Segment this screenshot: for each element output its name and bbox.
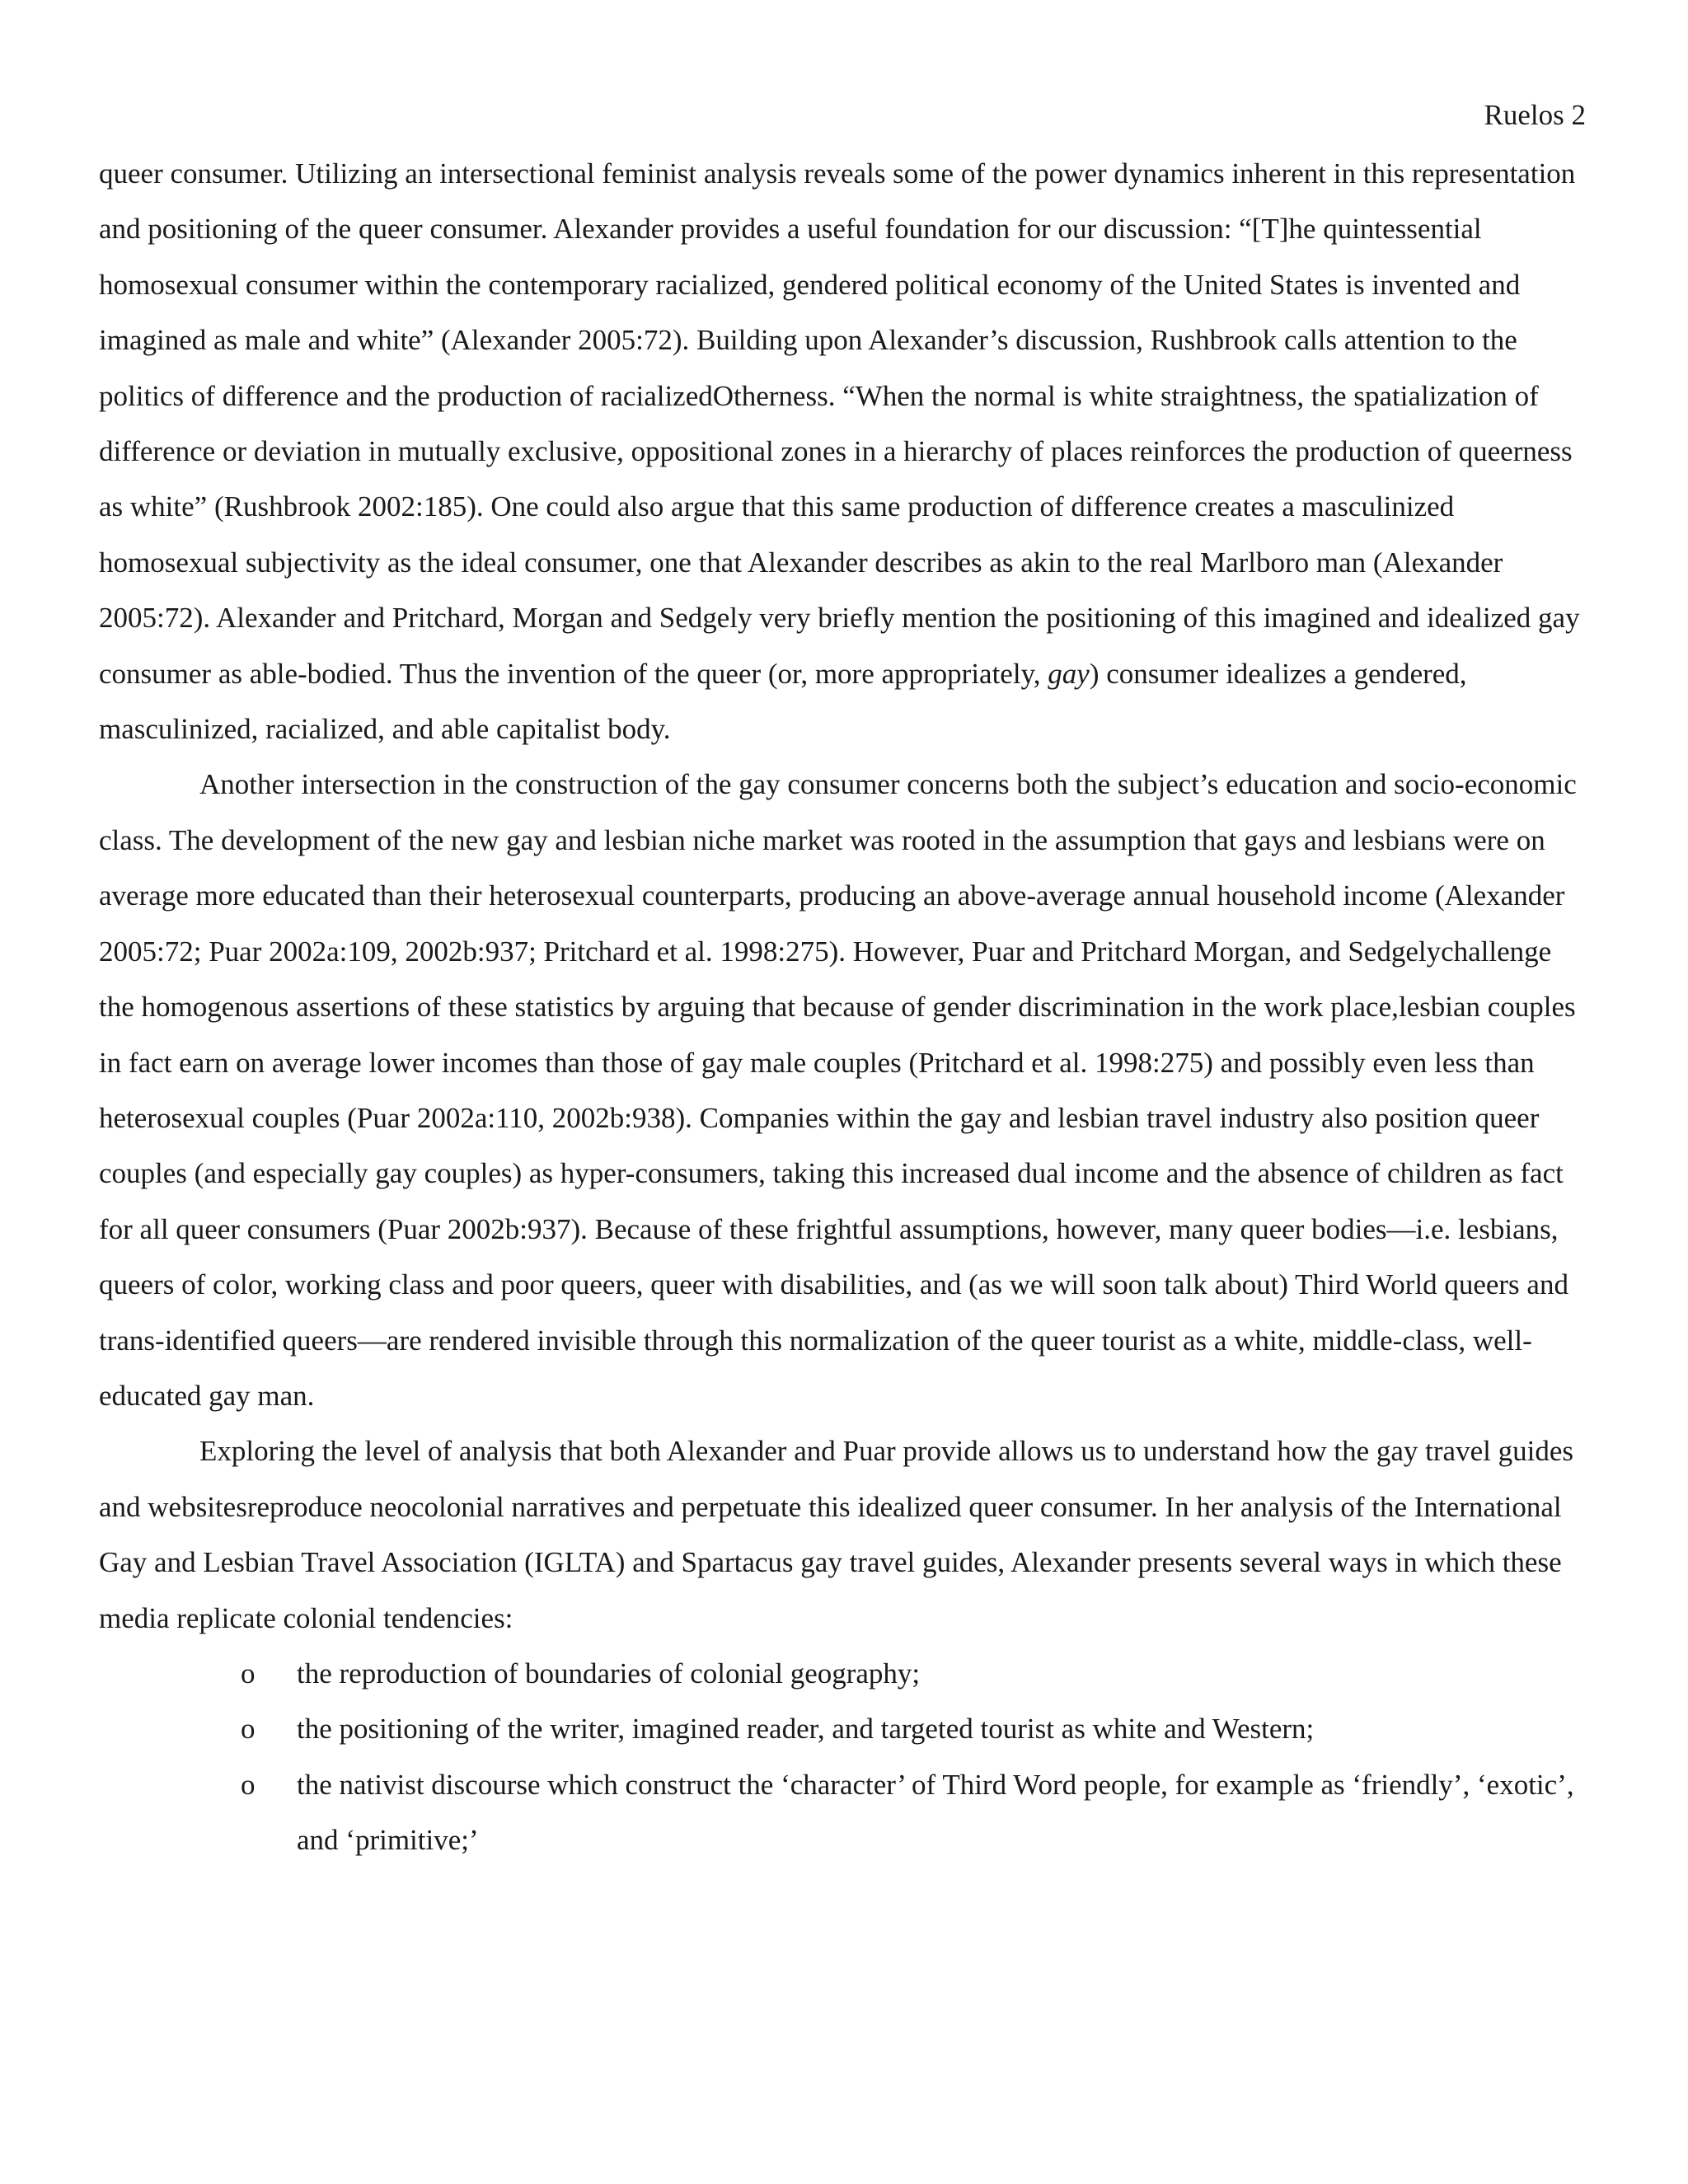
list-item-text: the positioning of the writer, imagined reader, and targeted tourist as white and Western; (297, 1713, 1315, 1746)
bullet-list (99, 1646, 1591, 1868)
list-item (241, 1701, 1591, 1756)
list-item (241, 1757, 1591, 1868)
list-item (241, 1646, 1591, 1701)
list-item-text: the reproduction of boundaries of colonial geography; (297, 1657, 921, 1690)
paragraph-2: Another intersection in the construction of the gay consumer concerns both the subject’s education and socio-economic class. The development of the new gay and lesbian niche market was rooted in the assumption that gays and lesbians were on average more educated than their heterosexual counterparts, producing an above-average annual household income (Alexander 2005:72; Puar 2002a:109, 2002b:937; Pritchard et al. 1998:275). However, Puar and Pritchard Morgan, and Sedgelychallenge the homogenous assertions of these statistics by arguing that because of gender discrimination in the work place,lesbian couples in fact earn on average lower incomes than those of gay male couples (Pritchard et al. 1998:275) and possibly even less than heterosexual couples (Puar 2002a:110, 2002b:938). Companies within the gay and lesbian travel industry also position queer couples (and especially gay couples) as hyper-consumers, taking this increased dual income and the absence of children as fact for all queer consumers (Puar 2002b:937). Because of these frightful assumptions, however, many queer bodies—i.e. lesbians, queers of color, working class and poor queers, queer with disabilities, and (as we will soon talk about) Third World queers and trans-identified queers—are rendered invisible through this normalization of the queer tourist as a white, middle-class, well-educated gay man. (99, 768, 1577, 1412)
paragraph-3: Exploring the level of analysis that both Alexander and Puar provide allows us to understand how the gay travel guides and websitesreproduce neocolonial narratives and perpetuate this idealized queer consumer. In her analysis of the International Gay and Lesbian Travel Association (IGLTA) and Spartacus gay travel guides, Alexander presents several ways in which these media replicate colonial tendencies: (99, 1435, 1573, 1634)
list-item-text: the nativist discourse which construct the ‘character’ of Third Word people, for example as ‘friendly’, ‘exotic’, and ‘primitive;’ (297, 1768, 1574, 1857)
bullet-marker: o (241, 1713, 256, 1746)
running-head: Ruelos 2 (1484, 99, 1586, 131)
paragraph-1-text-before: queer consumer. Utilizing an intersectional feminist analysis reveals some of the power dynamics inherent in this representation and positioning of the queer consumer. Alexander provides a useful foundation for our discussion: “[T]he quintessential homosexual consumer within the contemporary racialized, gendered political economy of the United States is invented and imagined as male and white” (Alexander 2005:72). Building upon Alexander’s discussion, Rushbrook calls attention to the politics of difference and the production of racializedOtherness. “When the normal is white straightness, the spatialization of difference or deviation in mutually exclusive, oppositional zones in a hierarchy of places reinforces the production of queerness as white” (Rushbrook 2002:185). One could also argue that this same production of difference creates a masculinized homosexual subjectivity as the ideal consumer, one that Alexander describes as akin to the real Marlboro man (Alexander 2005:72). Alexander and Pritchard, Morgan and Sedgely very briefly mention the positioning of this imagined and idealized gay consumer as able-bodied. Thus the invention of the queer (or, more appropriately, (99, 157, 1580, 690)
paragraph-1-emphasis: gay (1048, 657, 1090, 690)
bullet-marker: o (241, 1657, 256, 1690)
body-text (99, 146, 1591, 1868)
bullet-marker: o (241, 1768, 256, 1801)
paragraph-1-text-after: ) consumer idealizes a gendered, masculinized, racialized, and able capitalist body. (99, 657, 1467, 746)
paragraph-1 (99, 146, 1591, 757)
